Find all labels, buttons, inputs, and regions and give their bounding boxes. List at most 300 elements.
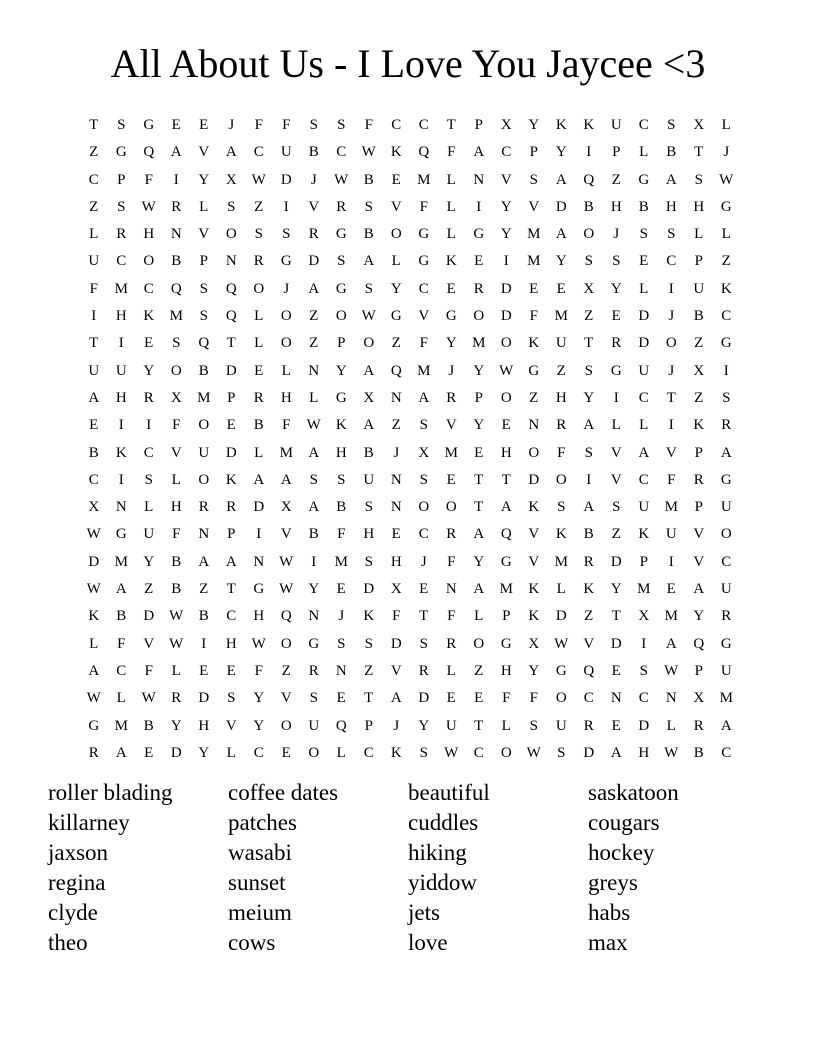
grid-cell: R (116, 226, 127, 243)
grid-cell: V (583, 635, 595, 652)
grid-cell: O (335, 308, 347, 325)
grid-cell: J (393, 444, 400, 461)
grid-cell: N (170, 226, 182, 243)
grid-cell: S (364, 499, 373, 516)
grid-cell: G (335, 389, 347, 406)
word-item: clyde (48, 900, 98, 925)
grid-cell: U (280, 144, 292, 161)
grid-cell: I (118, 417, 124, 434)
grid-cell: G (308, 635, 320, 652)
grid-cell: Z (584, 308, 594, 325)
grid-row (80, 167, 740, 194)
grid-cell: K (445, 253, 457, 270)
grid-cell: I (201, 635, 207, 652)
grid-cell: W (361, 308, 376, 325)
grid-cell: I (668, 280, 674, 297)
grid-cell: U (555, 335, 567, 352)
grid-cell: L (199, 198, 209, 215)
grid-cell: Y (445, 335, 457, 352)
grid-cell: L (254, 444, 264, 461)
grid-cell: X (363, 389, 375, 406)
grid-cell: Q (583, 662, 595, 679)
grid-cell: M (527, 253, 541, 270)
grid-cell: D (253, 499, 265, 516)
grid-cell: C (336, 144, 347, 161)
grid-cell: P (199, 253, 208, 270)
grid-cell: U (363, 471, 375, 488)
grid-cell: A (170, 144, 182, 161)
grid-row (80, 303, 740, 330)
grid-cell: D (225, 444, 237, 461)
grid-cell: W (361, 144, 376, 161)
grid-cell: K (528, 335, 540, 352)
grid-cell: O (253, 280, 265, 297)
grid-cell: A (610, 744, 622, 761)
grid-cell: S (282, 226, 291, 243)
grid-cell: H (280, 389, 292, 406)
grid-cell: L (309, 389, 319, 406)
grid-cell: L (721, 226, 731, 243)
grid-cell: F (419, 198, 428, 215)
grid-cell: R (198, 499, 209, 516)
grid-cell: S (419, 471, 428, 488)
grid-cell: C (638, 690, 649, 707)
grid-cell: S (557, 499, 566, 516)
grid-cell: Z (364, 662, 374, 679)
grid-cell: R (336, 198, 347, 215)
grid-cell: S (584, 444, 593, 461)
grid-cell: Y (473, 553, 485, 570)
grid-cell: T (584, 335, 594, 352)
grid-cell: Y (583, 389, 595, 406)
grid-cell: D (610, 635, 622, 652)
grid-cell: F (529, 690, 538, 707)
grid-row (80, 549, 740, 576)
grid-cell: D (308, 253, 320, 270)
grid-cell: Y (253, 717, 265, 734)
grid-cell: M (664, 499, 678, 516)
grid-cell: S (364, 635, 373, 652)
grid-cell: F (172, 417, 181, 434)
grid-cell: M (527, 226, 541, 243)
grid-cell: A (555, 226, 567, 243)
grid-cell: K (143, 308, 155, 325)
grid-cell: G (418, 253, 430, 270)
grid-cell: V (198, 226, 210, 243)
grid-cell: O (500, 389, 512, 406)
grid-cell: L (639, 280, 649, 297)
grid-row (80, 358, 740, 385)
word-row (48, 868, 768, 898)
grid-cell: C (638, 389, 649, 406)
grid-cell: T (694, 144, 704, 161)
grid-cell: B (253, 417, 264, 434)
grid-cell: C (143, 280, 154, 297)
grid-cell: E (226, 662, 236, 679)
grid-cell: N (610, 690, 622, 707)
grid-cell: W (169, 608, 184, 625)
grid-cell: L (89, 226, 99, 243)
grid-cell: H (500, 444, 512, 461)
grid-cell: X (693, 117, 705, 133)
grid-cell: F (117, 635, 126, 652)
grid-cell: L (501, 717, 511, 734)
grid-cell: I (641, 635, 647, 652)
grid-cell: V (418, 308, 430, 325)
grid-cell: T (446, 117, 456, 133)
grid-cell: T (419, 608, 429, 625)
grid-cell: I (586, 471, 592, 488)
word-item: regina (48, 870, 106, 895)
grid-cell: Q (693, 635, 705, 652)
grid-cell: Z (144, 581, 154, 598)
grid-cell: E (556, 280, 566, 297)
grid-cell: L (639, 144, 649, 161)
grid-cell: K (390, 744, 402, 761)
word-item: killarney (48, 810, 130, 835)
grid-row (80, 576, 740, 603)
grid-cell: G (390, 308, 402, 325)
grid-cell: N (473, 171, 485, 188)
grid-cell: I (668, 553, 674, 570)
grid-cell: C (583, 690, 594, 707)
grid-cell: L (446, 662, 456, 679)
grid-cell: H (500, 662, 512, 679)
grid-cell: L (694, 226, 704, 243)
word-item: roller blading (48, 780, 173, 805)
grid-cell: H (170, 499, 182, 516)
grid-cell: R (721, 417, 732, 434)
grid-cell: O (143, 253, 155, 270)
grid-cell: O (555, 690, 567, 707)
grid-cell: L (226, 744, 236, 761)
grid-cell: X (500, 117, 512, 133)
grid-cell: W (141, 198, 156, 215)
grid-cell: A (253, 471, 265, 488)
grid-cell: W (86, 526, 101, 543)
grid-cell: B (693, 308, 704, 325)
grid-cell: M (499, 581, 513, 598)
grid-cell: V (143, 635, 155, 652)
grid-cell: L (171, 471, 181, 488)
grid-cell: K (528, 499, 540, 516)
grid-cell: G (473, 226, 485, 243)
grid-cell: O (280, 635, 292, 652)
grid-cell: P (694, 253, 703, 270)
grid-cell: Y (170, 717, 182, 734)
grid-cell: D (500, 280, 512, 297)
grid-cell: Q (198, 335, 210, 352)
word-row (48, 778, 768, 808)
grid-cell: E (391, 526, 401, 543)
grid-cell: G (500, 635, 512, 652)
grid-row (80, 112, 740, 139)
grid-cell: N (308, 362, 320, 379)
grid-cell: C (721, 744, 732, 761)
grid-cell: O (720, 526, 732, 543)
grid-cell: Y (610, 280, 622, 297)
grid-cell: J (668, 308, 675, 325)
grid-cell: L (474, 608, 484, 625)
grid-cell: K (583, 117, 595, 133)
grid-cell: M (444, 444, 458, 461)
grid-cell: Q (390, 362, 402, 379)
grid-cell: E (199, 117, 209, 133)
grid-cell: O (390, 226, 402, 243)
grid-cell: E (529, 280, 539, 297)
grid-cell: Z (529, 389, 539, 406)
grid-cell: O (583, 226, 595, 243)
grid-cell: W (141, 690, 156, 707)
grid-cell: V (693, 553, 705, 570)
grid-cell: B (638, 198, 649, 215)
word-item: theo (48, 930, 88, 955)
grid-cell: V (610, 444, 622, 461)
grid-cell: J (723, 144, 730, 161)
grid-cell: P (529, 144, 538, 161)
grid-cell: V (528, 198, 540, 215)
grid-cell: Q (335, 717, 347, 734)
grid-cell: Z (89, 198, 99, 215)
grid-cell: P (502, 608, 511, 625)
grid-cell: B (666, 144, 677, 161)
grid-cell: A (390, 690, 402, 707)
grid-cell: B (171, 553, 182, 570)
grid-cell: A (363, 417, 375, 434)
grid-cell: Y (555, 144, 567, 161)
grid-cell: D (418, 690, 430, 707)
grid-cell: R (143, 389, 154, 406)
grid-cell: L (254, 308, 264, 325)
grid-cell: O (418, 499, 430, 516)
grid-row (80, 658, 740, 685)
grid-cell: Q (280, 608, 292, 625)
grid-cell: K (555, 526, 567, 543)
grid-cell: Q (225, 308, 237, 325)
grid-cell: K (528, 581, 540, 598)
word-item: cuddles (408, 810, 479, 835)
grid-cell: S (364, 280, 373, 297)
grid-cell: C (418, 117, 429, 133)
grid-cell: O (170, 362, 182, 379)
grid-cell: U (638, 499, 650, 516)
grid-cell: X (528, 635, 540, 652)
letter-grid (80, 112, 740, 767)
grid-cell: Q (500, 526, 512, 543)
grid-cell: Z (694, 389, 704, 406)
word-item: wasabi (228, 840, 292, 865)
grid-cell: Q (225, 280, 237, 297)
grid-cell: L (446, 226, 456, 243)
grid-cell: B (693, 744, 704, 761)
grid-row (80, 412, 740, 439)
grid-cell: C (253, 744, 264, 761)
grid-cell: C (418, 280, 429, 297)
grid-cell: D (363, 581, 375, 598)
grid-cell: J (338, 608, 345, 625)
grid-cell: T (474, 499, 484, 516)
grid-cell: A (555, 171, 567, 188)
grid-cell: S (364, 553, 373, 570)
grid-cell: Z (474, 662, 484, 679)
grid-cell: X (418, 444, 430, 461)
grid-cell: C (143, 444, 154, 461)
grid-cell: C (501, 144, 512, 161)
grid-cell: S (227, 198, 236, 215)
grid-cell: A (418, 389, 430, 406)
grid-cell: I (723, 362, 729, 379)
grid-cell: U (610, 117, 622, 133)
grid-cell: M (114, 553, 128, 570)
grid-cell: D (528, 471, 540, 488)
grid-cell: W (251, 171, 266, 188)
grid-cell: R (226, 499, 237, 516)
grid-cell: T (611, 608, 621, 625)
grid-cell: K (555, 117, 567, 133)
grid-cell: V (665, 444, 677, 461)
grid-cell: C (363, 744, 374, 761)
grid-cell: I (173, 171, 179, 188)
grid-cell: Y (418, 717, 430, 734)
grid-cell: L (666, 717, 676, 734)
grid-cell: H (115, 308, 127, 325)
grid-cell: L (336, 744, 346, 761)
grid-cell: A (280, 471, 292, 488)
grid-cell: O (473, 308, 485, 325)
grid-cell: R (611, 335, 622, 352)
grid-row (80, 221, 740, 248)
word-item: max (588, 930, 628, 955)
grid-cell: C (88, 171, 99, 188)
grid-cell: C (116, 662, 127, 679)
grid-cell: A (308, 499, 320, 516)
grid-cell: R (253, 389, 264, 406)
grid-cell: O (198, 417, 210, 434)
grid-cell: S (584, 362, 593, 379)
grid-cell: H (665, 198, 677, 215)
grid-cell: E (474, 690, 484, 707)
grid-cell: L (611, 417, 621, 434)
grid-cell: A (115, 581, 127, 598)
grid-cell: V (445, 417, 457, 434)
grid-cell: Y (143, 553, 155, 570)
grid-cell: A (693, 581, 705, 598)
grid-cell: M (664, 608, 678, 625)
grid-cell: U (720, 499, 732, 516)
grid-cell: B (88, 444, 99, 461)
grid-cell: R (446, 526, 457, 543)
grid-cell: A (363, 253, 375, 270)
grid-cell: E (199, 662, 209, 679)
grid-cell: P (474, 389, 483, 406)
grid-cell: K (390, 144, 402, 161)
grid-cell: E (446, 280, 456, 297)
grid-cell: S (199, 280, 208, 297)
grid-cell: E (611, 308, 621, 325)
grid-cell: F (447, 608, 456, 625)
grid-cell: V (308, 198, 320, 215)
grid-cell: X (583, 280, 595, 297)
grid-cell: L (446, 198, 456, 215)
grid-cell: U (88, 362, 100, 379)
grid-cell: M (169, 308, 183, 325)
grid-cell: H (143, 226, 155, 243)
word-item: sunset (228, 870, 286, 895)
grid-cell: D (500, 308, 512, 325)
grid-cell: G (418, 226, 430, 243)
grid-cell: V (280, 526, 292, 543)
grid-cell: V (610, 471, 622, 488)
grid-cell: R (693, 717, 704, 734)
grid-cell: S (419, 417, 428, 434)
grid-cell: Y (308, 581, 320, 598)
grid-cell: J (393, 717, 400, 734)
grid-cell: G (143, 117, 155, 133)
grid-cell: N (335, 662, 347, 679)
grid-cell: W (279, 553, 294, 570)
grid-cell: Y (473, 417, 485, 434)
grid-cell: K (720, 280, 732, 297)
grid-cell: Z (199, 581, 209, 598)
grid-cell: A (473, 526, 485, 543)
grid-cell: W (86, 690, 101, 707)
grid-cell: W (169, 635, 184, 652)
grid-cell: W (251, 635, 266, 652)
grid-cell: S (612, 253, 621, 270)
grid-cell: U (638, 362, 650, 379)
grid-cell: Y (528, 117, 540, 133)
grid-cell: I (311, 553, 317, 570)
grid-cell: H (335, 444, 347, 461)
grid-cell: A (500, 499, 512, 516)
grid-cell: Q (170, 280, 182, 297)
grid-cell: L (171, 662, 181, 679)
grid-cell: S (722, 389, 731, 406)
grid-cell: O (198, 471, 210, 488)
grid-cell: K (335, 417, 347, 434)
grid-cell: A (583, 499, 595, 516)
grid-cell: S (309, 471, 318, 488)
grid-cell: R (583, 717, 594, 734)
word-row (48, 838, 768, 868)
grid-cell: I (668, 417, 674, 434)
grid-cell: A (473, 144, 485, 161)
grid-cell: F (447, 553, 456, 570)
grid-cell: A (583, 417, 595, 434)
grid-row (80, 440, 740, 467)
grid-cell: Z (611, 526, 621, 543)
grid-cell: S (364, 198, 373, 215)
grid-cell: S (254, 226, 263, 243)
grid-cell: N (115, 499, 127, 516)
grid-cell: Z (694, 335, 704, 352)
grid-cell: W (499, 362, 514, 379)
grid-row (80, 685, 740, 712)
word-row (48, 928, 768, 958)
grid-cell: U (88, 253, 100, 270)
grid-cell: B (198, 608, 209, 625)
grid-cell: M (637, 581, 651, 598)
grid-cell: M (114, 280, 128, 297)
word-item: coffee dates (228, 780, 339, 805)
grid-cell: X (170, 389, 182, 406)
grid-cell: A (665, 171, 677, 188)
grid-cell: V (390, 198, 402, 215)
grid-cell: E (391, 171, 401, 188)
grid-cell: D (638, 717, 650, 734)
grid-cell: G (610, 362, 622, 379)
grid-cell: J (283, 280, 290, 297)
